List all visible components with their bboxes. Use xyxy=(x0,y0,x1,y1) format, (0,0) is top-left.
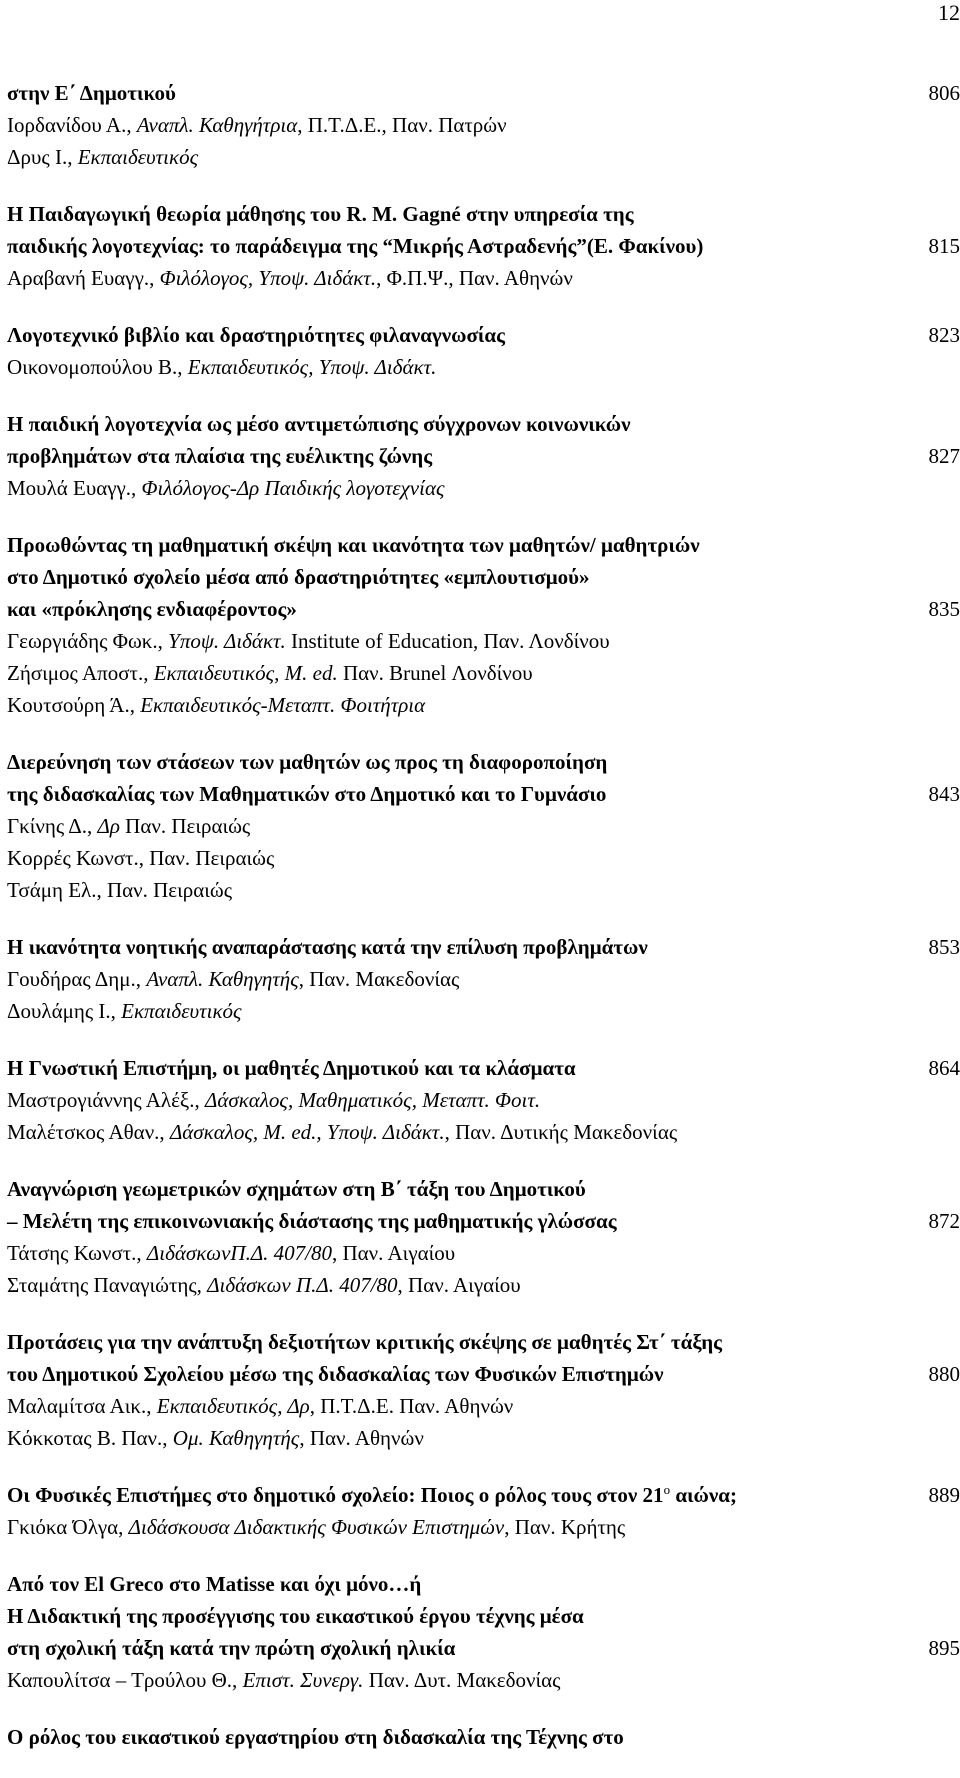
toc-text: , Π.Τ.Δ.Ε. Παν. Αθηνών xyxy=(310,1394,514,1418)
toc-text: Κορρές Κωνστ., Παν. Πειραιώς xyxy=(7,846,274,870)
toc-line xyxy=(7,198,960,230)
toc-text: Εκπαιδευτικός, Υποψ. Διδάκτ. xyxy=(188,355,437,379)
toc-line xyxy=(7,1600,960,1632)
toc-text: Η Διδακτική της προσέγγισης του εικαστικού έργου τέχνης μέσα xyxy=(7,1604,584,1628)
toc-text: Δρ xyxy=(98,814,120,838)
toc-line xyxy=(7,1479,960,1511)
toc-text: Επιστ. Συνεργ. xyxy=(243,1668,364,1692)
toc-line xyxy=(7,931,960,963)
toc-text: Διερεύνηση των στάσεων των μαθητών ως προς τη διαφοροποίηση xyxy=(7,750,607,774)
toc-line xyxy=(7,810,960,842)
toc-page-number: 827 xyxy=(929,440,960,472)
toc-text: Εκπαιδευτικός-Μεταπτ. Φοιτήτρια xyxy=(140,693,425,717)
toc-text: του Δημοτικού Σχολείου μέσω της διδασκαλίας των Φυσικών Επιστημών xyxy=(7,1362,663,1386)
toc-line xyxy=(7,963,960,995)
toc-text: Αναπλ. Καθηγητής xyxy=(146,967,298,991)
toc-text: ΔιδάσκωνΠ.Δ. 407/80 xyxy=(147,1241,332,1265)
toc-text: Από τον El Greco στο Matisse και όχι μόνο…ή xyxy=(7,1572,421,1596)
toc-text: Λογοτεχνικό βιβλίο και δραστηριότητες φιλαναγνωσίας xyxy=(7,323,505,347)
toc-text: Η Γνωστική Επιστήμη, οι μαθητές Δημοτικού και τα κλάσματα xyxy=(7,1056,576,1080)
toc-text: Παν. Δυτ. Μακεδονίας xyxy=(363,1668,560,1692)
toc-page-number: 880 xyxy=(929,1358,960,1390)
toc-text: Δρυς Ι., xyxy=(7,145,78,169)
toc-text: Αραβανή Ευαγγ., xyxy=(7,266,160,290)
toc-text: Η ικανότητα νοητικής αναπαράστασης κατά την επίλυση προβλημάτων xyxy=(7,935,648,959)
toc-line xyxy=(7,593,960,625)
toc-page-number: 895 xyxy=(929,1632,960,1664)
toc-line xyxy=(7,842,960,874)
toc-text: Εκπαιδευτικός, M. ed. xyxy=(154,661,338,685)
toc-text: Ο ρόλος του εικαστικού εργαστηρίου στη διδασκαλία της Τέχνης στο xyxy=(7,1725,624,1749)
toc-line xyxy=(7,1052,960,1084)
toc-text: Σταμάτης Παναγιώτης, xyxy=(7,1273,207,1297)
toc-text: Τάτσης Κωνστ., xyxy=(7,1241,147,1265)
toc-entry xyxy=(7,1052,960,1148)
toc-text: προβλημάτων στα πλαίσια της ευέλικτης ζώνης xyxy=(7,444,432,468)
toc-entry xyxy=(7,1721,960,1753)
toc-line xyxy=(7,1326,960,1358)
toc-line xyxy=(7,561,960,593)
toc-text: , Παν. Δυτικής Μακεδονίας xyxy=(445,1120,678,1144)
toc-text: Η Παιδαγωγική θεωρία μάθησης του R. M. Gagné στην υπηρεσία της xyxy=(7,202,634,226)
page-number-text: 12 xyxy=(938,0,960,25)
toc-text: Οικονομοπούλου Β., xyxy=(7,355,188,379)
toc-line xyxy=(7,1511,960,1543)
toc-text: Εκπαιδευτικός xyxy=(121,999,241,1023)
toc-text: της διδασκαλίας των Μαθηματικών στο Δημοτικό και το Γυμνάσιο xyxy=(7,782,606,806)
toc-line xyxy=(7,141,960,173)
toc-text: Διδάσκων Π.Δ. 407/80 xyxy=(207,1273,397,1297)
toc-line xyxy=(7,230,960,262)
toc-text: Κόκκοτας Β. Παν., xyxy=(7,1426,173,1450)
toc-entry xyxy=(7,1568,960,1696)
toc-line xyxy=(7,995,960,1027)
toc-entry xyxy=(7,1326,960,1454)
toc-text: Προωθώντας τη μαθηματική σκέψη και ικανότητα των μαθητών/ μαθητριών xyxy=(7,533,700,557)
toc-page-number: 806 xyxy=(929,77,960,109)
toc-text: Δουλάμης Ι., xyxy=(7,999,121,1023)
toc-text: – Μελέτη της επικοινωνιακής διάστασης της μαθηματικής γλώσσας xyxy=(7,1209,617,1233)
toc-entry xyxy=(7,1479,960,1543)
toc-page-number: 853 xyxy=(929,931,960,963)
toc-text: αιώνα; xyxy=(670,1483,737,1507)
toc-page-number: 864 xyxy=(929,1052,960,1084)
toc-text: Institute of Education, Παν. Λονδίνου xyxy=(286,629,610,653)
toc-text: , Παν. Κρήτης xyxy=(504,1515,625,1539)
toc-text: Δάσκαλος, Μαθηματικός, Μεταπτ. Φοιτ. xyxy=(205,1088,540,1112)
toc-line xyxy=(7,874,960,906)
toc-text: , Φ.Π.Ψ., Παν. Αθηνών xyxy=(376,266,573,290)
toc-line xyxy=(7,1568,960,1600)
toc-text: παιδικής λογοτεχνίας: το παράδειγμα της “Μικρής Αστραδενής”(Ε. Φακίνου) xyxy=(7,234,703,258)
toc-text: Προτάσεις για την ανάπτυξη δεξιοτήτων κριτικής σκέψης σε μαθητές Στ΄ τάξης xyxy=(7,1330,722,1354)
toc-page-number: 872 xyxy=(929,1205,960,1237)
toc-text: , Παν. Μακεδονίας xyxy=(299,967,460,991)
page-number xyxy=(938,0,960,26)
toc-text: Αναγνώριση γεωμετρικών σχημάτων στη Β΄ τάξη του Δημοτικού xyxy=(7,1177,586,1201)
toc-page-number: 843 xyxy=(929,778,960,810)
toc-page-number: 889 xyxy=(929,1479,960,1511)
toc-line xyxy=(7,657,960,689)
toc-text: Ομ. Καθηγητής xyxy=(173,1426,300,1450)
toc-text: Μαστρογιάννης Αλέξ., xyxy=(7,1088,205,1112)
toc-entry xyxy=(7,746,960,906)
table-of-contents xyxy=(7,77,960,1778)
toc-line xyxy=(7,1084,960,1116)
toc-line xyxy=(7,529,960,561)
toc-text: Οι Φυσικές Επιστήμες στο δημοτικό σχολείο: Ποιος ο ρόλος τους στον 21 xyxy=(7,1483,664,1507)
toc-text: Γκιόκα Όλγα, xyxy=(7,1515,129,1539)
toc-text: Μαλέτσκος Αθαν., xyxy=(7,1120,170,1144)
toc-entry xyxy=(7,529,960,721)
toc-text: , Παν. Αθηνών xyxy=(299,1426,424,1450)
toc-text: Φιλόλογος, Υποψ. Διδάκτ. xyxy=(160,266,376,290)
toc-entry xyxy=(7,931,960,1027)
toc-line xyxy=(7,440,960,472)
toc-line xyxy=(7,408,960,440)
toc-line xyxy=(7,1422,960,1454)
toc-line xyxy=(7,1116,960,1148)
toc-line xyxy=(7,262,960,294)
toc-text: στην Ε΄ Δημοτικού xyxy=(7,81,176,105)
toc-line xyxy=(7,1237,960,1269)
toc-line xyxy=(7,351,960,383)
toc-line xyxy=(7,689,960,721)
toc-line xyxy=(7,1390,960,1422)
toc-line xyxy=(7,109,960,141)
toc-text: Φιλόλογος-Δρ Παιδικής λογοτεχνίας xyxy=(142,476,445,500)
toc-line xyxy=(7,77,960,109)
toc-line xyxy=(7,746,960,778)
toc-text: Υποψ. Διδάκτ. xyxy=(168,629,286,653)
toc-text: Δάσκαλος, M. ed., Υποψ. Διδάκτ. xyxy=(170,1120,445,1144)
toc-text: Καπουλίτσα – Τρούλου Θ., xyxy=(7,1668,243,1692)
toc-text: Τσάμη Ελ., Παν. Πειραιώς xyxy=(7,878,232,902)
toc-page-number: 835 xyxy=(929,593,960,625)
toc-entry xyxy=(7,198,960,294)
toc-text: Διδάσκουσα Διδακτικής Φυσικών Επιστημών xyxy=(129,1515,505,1539)
toc-entry xyxy=(7,1173,960,1301)
toc-text: Μουλά Ευαγγ., xyxy=(7,476,142,500)
toc-text: Μαλαμίτσα Αικ., xyxy=(7,1394,157,1418)
toc-text: , Π.Τ.Δ.Ε., Παν. Πατρών xyxy=(297,113,506,137)
toc-line xyxy=(7,1269,960,1301)
toc-line xyxy=(7,1721,960,1753)
toc-text: Εκπαιδευτικός xyxy=(78,145,198,169)
toc-page-number: 823 xyxy=(929,319,960,351)
toc-text: ο xyxy=(664,1482,671,1497)
toc-text: Γεωργιάδης Φωκ., xyxy=(7,629,168,653)
toc-line xyxy=(7,1632,960,1664)
toc-line xyxy=(7,625,960,657)
toc-text: Η παιδική λογοτεχνία ως μέσο αντιμετώπισης σύγχρονων κοινωνικών xyxy=(7,412,631,436)
toc-text: , Παν. Αιγαίου xyxy=(398,1273,521,1297)
toc-line xyxy=(7,1358,960,1390)
toc-text: Ιορδανίδου Α., xyxy=(7,113,137,137)
toc-text: Γουδήρας Δημ., xyxy=(7,967,146,991)
toc-entry xyxy=(7,408,960,504)
toc-text: στο Δημοτικό σχολείο μέσα από δραστηριότητες «εμπλουτισμού» xyxy=(7,565,590,589)
toc-line xyxy=(7,778,960,810)
toc-line xyxy=(7,319,960,351)
toc-text: Παν. Brunel Λονδίνου xyxy=(338,661,533,685)
toc-text: , Παν. Αιγαίου xyxy=(332,1241,455,1265)
toc-page-number: 815 xyxy=(929,230,960,262)
toc-text: Γκίνης Δ., xyxy=(7,814,98,838)
toc-text: και «πρόκλησης ενδιαφέροντος» xyxy=(7,597,297,621)
toc-entry xyxy=(7,77,960,173)
toc-line xyxy=(7,1173,960,1205)
toc-text: Ζήσιμος Αποστ., xyxy=(7,661,154,685)
toc-text: Παν. Πειραιώς xyxy=(120,814,250,838)
toc-text: Αναπλ. Καθηγήτρια xyxy=(137,113,297,137)
toc-text: Εκπαιδευτικός, Δρ xyxy=(157,1394,310,1418)
toc-line xyxy=(7,472,960,504)
toc-line xyxy=(7,1664,960,1696)
toc-text: Κουτσούρη Ά., xyxy=(7,693,140,717)
toc-text: στη σχολική τάξη κατά την πρώτη σχολική ηλικία xyxy=(7,1636,455,1660)
toc-entry xyxy=(7,319,960,383)
toc-line xyxy=(7,1205,960,1237)
